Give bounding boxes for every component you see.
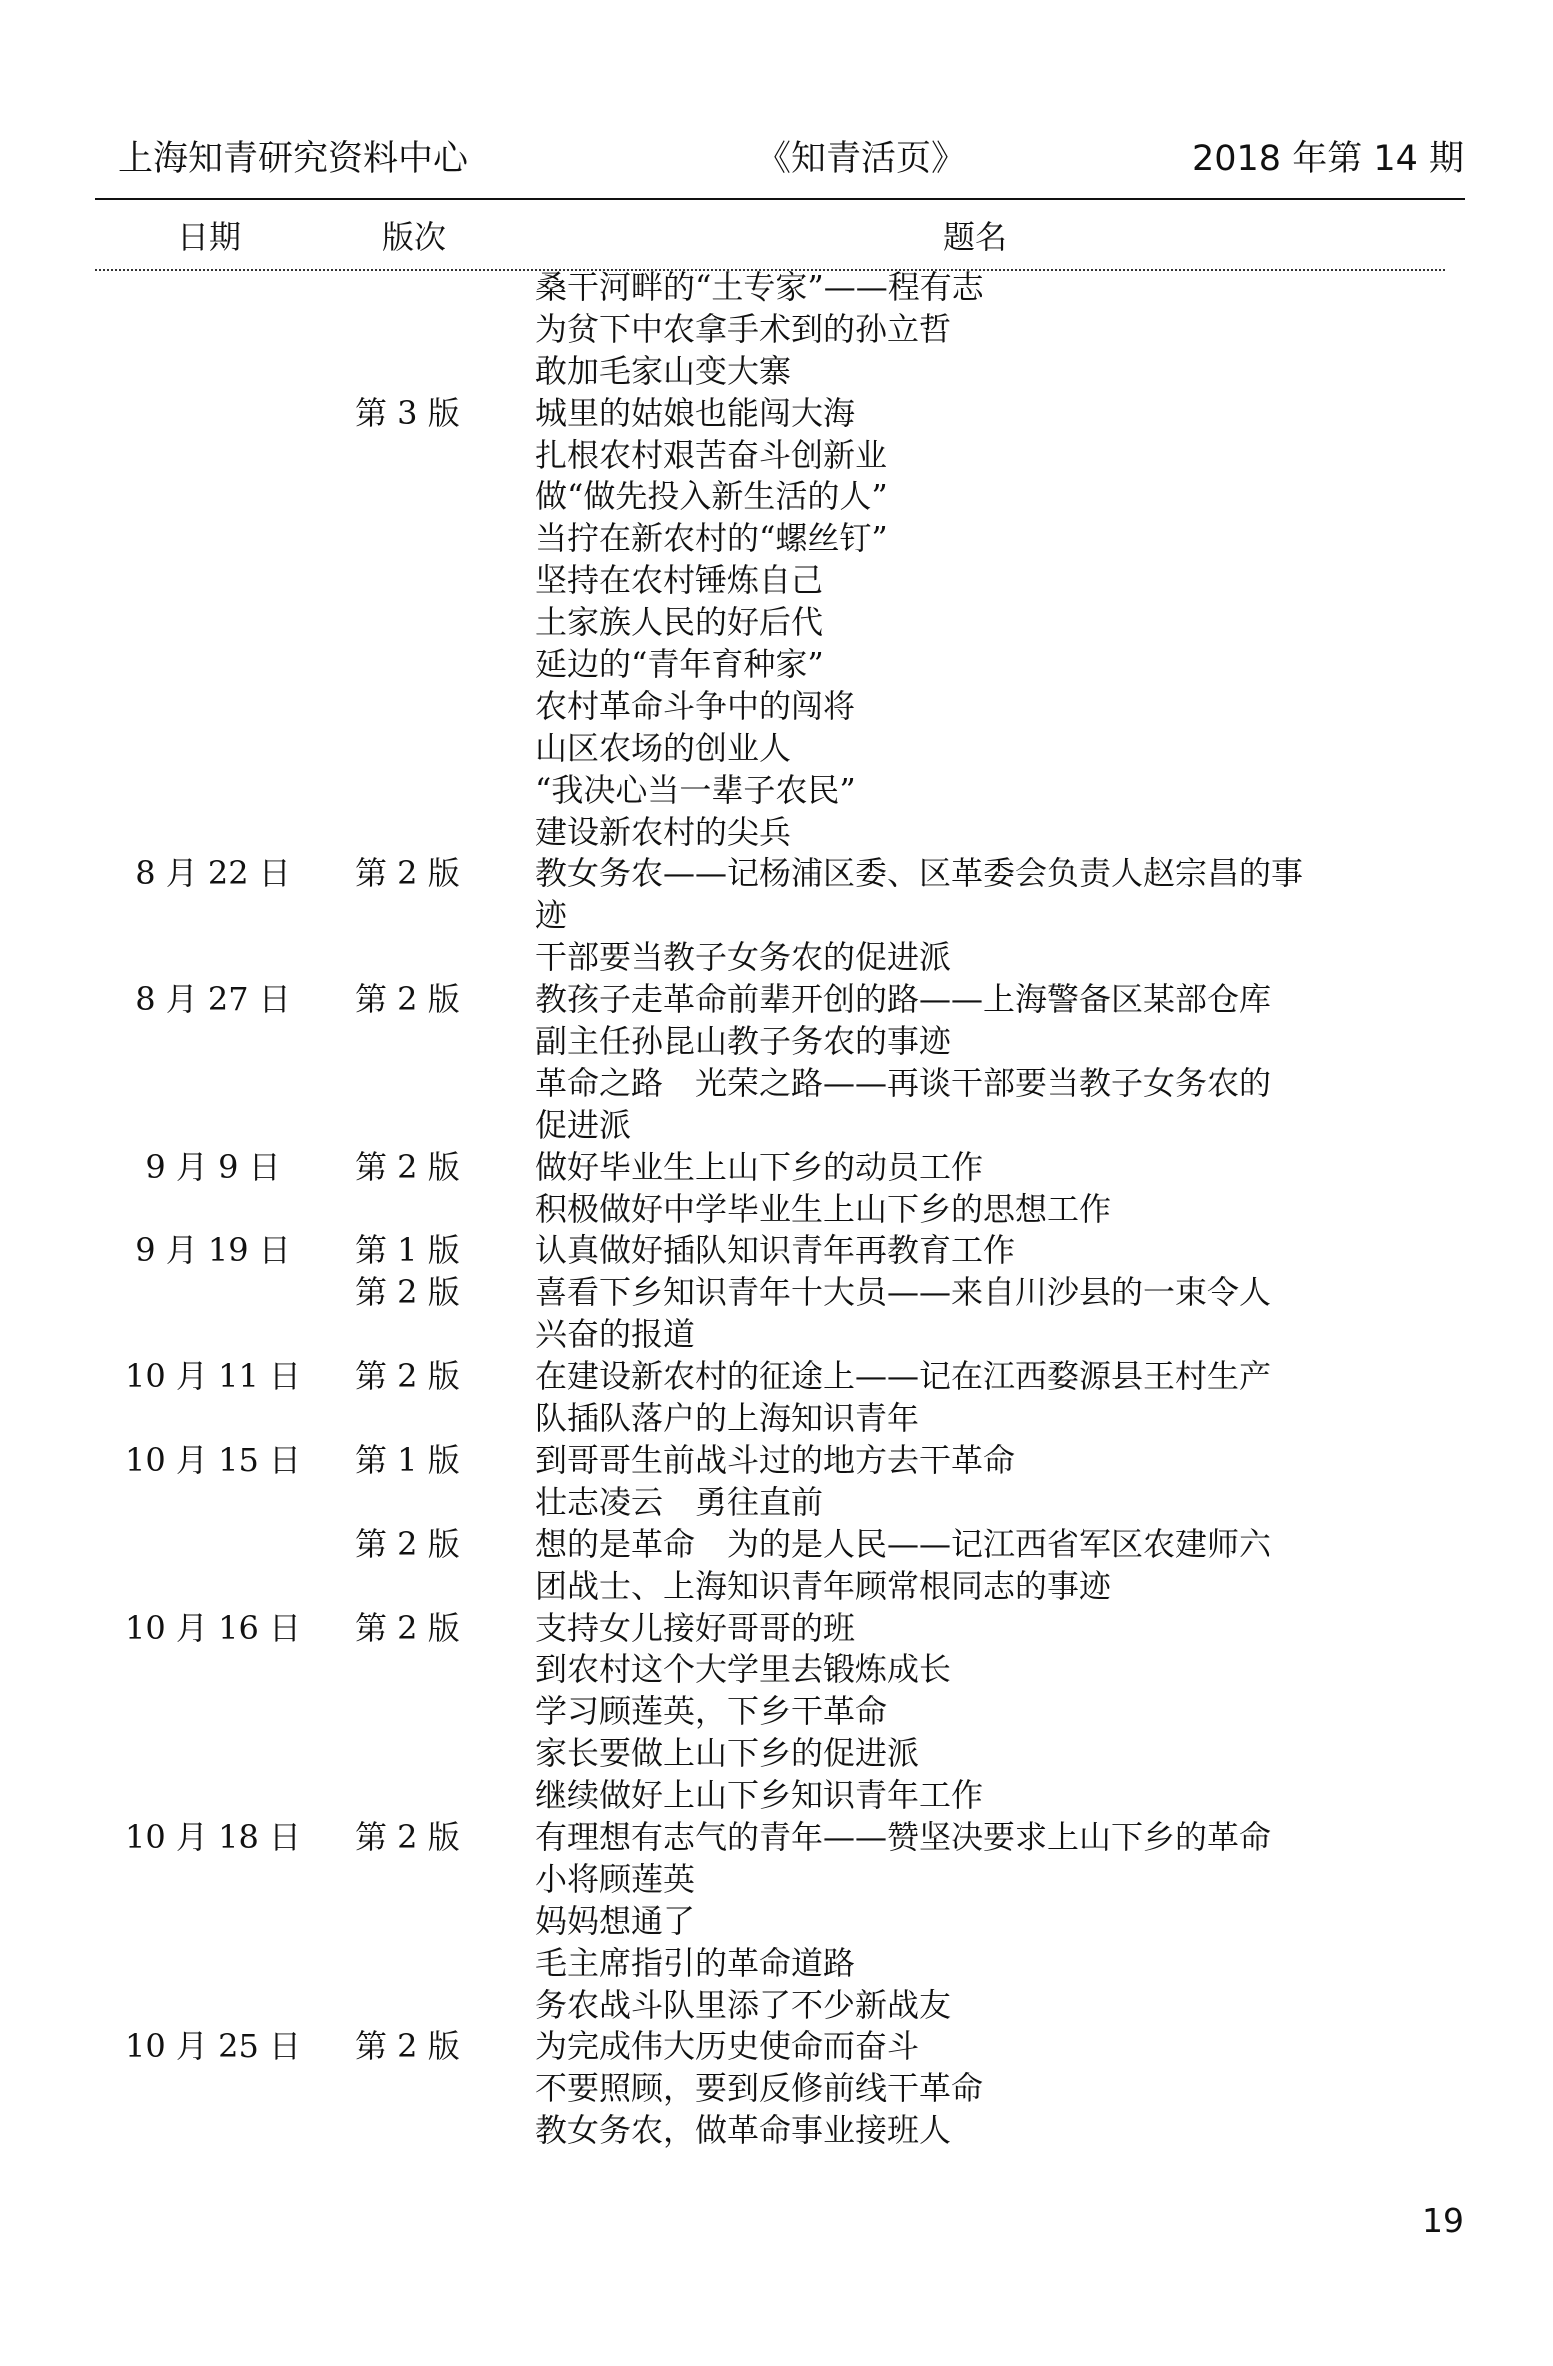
table-row <box>0 1147 1553 1189</box>
table-row <box>0 351 1553 393</box>
row-date <box>106 560 320 602</box>
table-row <box>0 1608 1553 1650</box>
row-title: 教孩子走革命前辈开创的路——上海警备区某部仓库 <box>535 980 1272 1019</box>
table-row <box>0 435 1553 477</box>
row-date: 9 月 19 日 <box>135 1231 291 1270</box>
row-title: 不要照顾，要到反修前线干革命 <box>535 2069 984 2108</box>
row-page: 第 3 版 <box>355 393 460 432</box>
table-row <box>0 686 1553 728</box>
row-title: 教女务农——记杨浦区委、区革委会负责人赵宗昌的事 <box>535 854 1304 893</box>
table-row <box>0 1985 1553 2027</box>
table-row <box>0 560 1553 602</box>
table-row <box>0 770 1553 812</box>
row-page: 第 2 版 <box>355 1357 460 1396</box>
table-row <box>0 2026 1553 2068</box>
table-row <box>0 644 1553 686</box>
table-row <box>0 518 1553 560</box>
table-row <box>0 1398 1553 1440</box>
row-title: 迹 <box>535 896 568 935</box>
row-title: 积极做好中学毕业生上山下乡的思想工作 <box>535 1189 1112 1228</box>
table-row <box>0 2110 1553 2152</box>
row-date <box>106 435 320 477</box>
row-date <box>106 1733 320 1775</box>
row-title: 队插队落户的上海知识青年 <box>535 1399 920 1438</box>
row-date <box>106 1189 320 1231</box>
table-row <box>0 1733 1553 1775</box>
row-title: 壮志凌云 勇往直前 <box>535 1482 824 1521</box>
row-title: 桑干河畔的“土专家”——程有志 <box>535 268 984 306</box>
row-title: 农村革命斗争中的闯将 <box>535 686 856 725</box>
row-date <box>106 309 320 351</box>
row-date: 8 月 27 日 <box>135 980 291 1019</box>
row-title: 学习顾莲英，下乡干革命 <box>535 1692 888 1731</box>
table-row <box>0 1063 1553 1105</box>
table-row <box>0 1943 1553 1985</box>
row-date <box>106 1063 320 1105</box>
row-title: “我决心当一辈子农民” <box>535 770 856 809</box>
row-title: 妈妈想通了 <box>535 1901 696 1940</box>
column-header-page: 版次 <box>382 218 447 256</box>
row-title: 为贫下中农拿手术到的孙立哲 <box>535 309 952 348</box>
table-row <box>0 1189 1553 1231</box>
table-row <box>0 1272 1553 1314</box>
table-row <box>0 853 1553 895</box>
row-page: 第 2 版 <box>355 1147 460 1186</box>
row-title: 土家族人民的好后代 <box>535 603 824 642</box>
row-title: 认真做好插队知识青年再教育工作 <box>535 1231 1016 1270</box>
row-date <box>106 1314 320 1356</box>
row-title: 延边的“青年育种家” <box>535 645 824 684</box>
table-row <box>0 1021 1553 1063</box>
row-date <box>106 1901 320 1943</box>
row-date: 10 月 15 日 <box>125 1440 301 1479</box>
table-row <box>0 1440 1553 1482</box>
table-row <box>0 1901 1553 1943</box>
row-title: 在建设新农村的征途上——记在江西婺源县王村生产 <box>535 1357 1272 1396</box>
table-row <box>0 2068 1553 2110</box>
row-date: 10 月 11 日 <box>125 1357 301 1396</box>
header-issue: 2018 年第 14 期 <box>1192 139 1464 179</box>
row-title: 为完成伟大历史使命而奋斗 <box>535 2027 920 2066</box>
row-date <box>106 895 320 937</box>
table-row <box>0 1482 1553 1524</box>
row-date <box>106 1021 320 1063</box>
row-title: 想的是革命 为的是人民——记江西省军区农建师六 <box>535 1524 1272 1563</box>
row-date <box>106 1524 320 1566</box>
row-page: 第 2 版 <box>355 1608 460 1647</box>
row-date <box>106 393 320 435</box>
table-row <box>0 1775 1553 1817</box>
table-row <box>0 1691 1553 1733</box>
row-title: 扎根农村艰苦奋斗创新业 <box>535 435 888 474</box>
table-row <box>0 1356 1553 1398</box>
row-title: 干部要当教子女务农的促进派 <box>535 938 952 977</box>
row-title: 有理想有志气的青年——赞坚决要求上山下乡的革命 <box>535 1817 1272 1856</box>
row-date <box>106 812 320 854</box>
row-title: 到农村这个大学里去锻炼成长 <box>535 1650 952 1689</box>
table-row <box>0 728 1553 770</box>
row-page: 第 2 版 <box>355 854 460 893</box>
row-title: 喜看下乡知识青年十大员——来自川沙县的一束令人 <box>535 1273 1272 1312</box>
row-title: 教女务农，做革命事业接班人 <box>535 2111 952 2150</box>
row-title: 敢加毛家山变大寨 <box>535 351 792 390</box>
page-number: 19 <box>1422 2201 1464 2240</box>
row-page: 第 1 版 <box>355 1231 460 1270</box>
row-title: 建设新农村的尖兵 <box>535 812 792 851</box>
row-page: 第 2 版 <box>355 1524 460 1563</box>
row-title: 当拧在新农村的“螺丝钉” <box>535 519 888 558</box>
row-date: 8 月 22 日 <box>135 854 291 893</box>
row-title: 到哥哥生前战斗过的地方去干革命 <box>535 1440 1016 1479</box>
row-date: 10 月 18 日 <box>125 1817 301 1856</box>
table-row <box>0 979 1553 1021</box>
table-row <box>0 1230 1553 1272</box>
row-page: 第 2 版 <box>355 1273 460 1312</box>
row-date <box>106 1105 320 1147</box>
row-title: 兴奋的报道 <box>535 1315 696 1354</box>
row-page: 第 2 版 <box>355 980 460 1019</box>
table-row <box>0 1859 1553 1901</box>
table-row <box>0 476 1553 518</box>
table-row <box>0 1566 1553 1608</box>
row-title: 城里的姑娘也能闯大海 <box>535 393 856 432</box>
article-index-table <box>0 267 1553 2152</box>
row-page: 第 1 版 <box>355 1440 460 1479</box>
column-header-title: 题名 <box>943 218 1008 256</box>
page-header <box>118 130 1464 188</box>
row-date <box>106 351 320 393</box>
header-rule <box>95 198 1465 200</box>
row-title: 小将顾莲英 <box>535 1859 696 1898</box>
table-row <box>0 937 1553 979</box>
table-row <box>0 1524 1553 1566</box>
row-date: 10 月 25 日 <box>125 2027 301 2066</box>
row-date <box>106 1859 320 1901</box>
header-publication: 《知青活页》 <box>756 139 967 179</box>
table-row <box>0 267 1553 309</box>
row-date <box>106 644 320 686</box>
row-date <box>106 937 320 979</box>
row-title: 山区农场的创业人 <box>535 728 792 767</box>
row-date: 10 月 16 日 <box>125 1608 301 1647</box>
column-header-date: 日期 <box>177 218 242 256</box>
row-title: 继续做好上山下乡知识青年工作 <box>535 1776 984 1815</box>
row-date <box>106 770 320 812</box>
row-date <box>106 728 320 770</box>
row-title: 支持女儿接好哥哥的班 <box>535 1608 856 1647</box>
row-title: 家长要做上山下乡的促进派 <box>535 1734 920 1773</box>
row-date <box>106 686 320 728</box>
row-date <box>106 602 320 644</box>
row-title: 务农战斗队里添了不少新战友 <box>535 1985 952 2024</box>
row-page: 第 2 版 <box>355 1817 460 1856</box>
row-title: 做好毕业生上山下乡的动员工作 <box>535 1147 984 1186</box>
row-date <box>106 1398 320 1440</box>
table-row <box>0 1649 1553 1691</box>
row-title: 副主任孙昆山教子务农的事迹 <box>535 1022 952 1061</box>
table-row <box>0 309 1553 351</box>
row-date <box>106 2110 320 2152</box>
row-title: 革命之路 光荣之路——再谈干部要当教子女务农的 <box>535 1063 1272 1102</box>
row-date <box>106 1566 320 1608</box>
table-row <box>0 1105 1553 1147</box>
row-date <box>106 2068 320 2110</box>
table-row <box>0 895 1553 937</box>
row-date <box>106 1943 320 1985</box>
row-title: 团战士、上海知识青年顾常根同志的事迹 <box>535 1566 1112 1605</box>
row-date <box>106 1272 320 1314</box>
table-row <box>0 393 1553 435</box>
header-source: 上海知青研究资料中心 <box>118 139 469 179</box>
row-title: 做“做先投入新生活的人” <box>535 477 888 516</box>
row-date <box>106 1985 320 2027</box>
row-date <box>106 518 320 560</box>
row-date <box>106 1775 320 1817</box>
row-title: 毛主席指引的革命道路 <box>535 1943 856 1982</box>
table-row <box>0 1817 1553 1859</box>
table-row <box>0 812 1553 854</box>
row-date <box>106 267 320 309</box>
table-row <box>0 1314 1553 1356</box>
row-title: 促进派 <box>535 1105 632 1144</box>
table-row <box>0 602 1553 644</box>
row-date <box>106 1691 320 1733</box>
row-date <box>106 1649 320 1691</box>
row-date <box>106 476 320 518</box>
row-title: 坚持在农村锤炼自己 <box>535 561 824 600</box>
row-date <box>106 1482 320 1524</box>
row-date: 9 月 9 日 <box>145 1147 281 1186</box>
row-page: 第 2 版 <box>355 2027 460 2066</box>
